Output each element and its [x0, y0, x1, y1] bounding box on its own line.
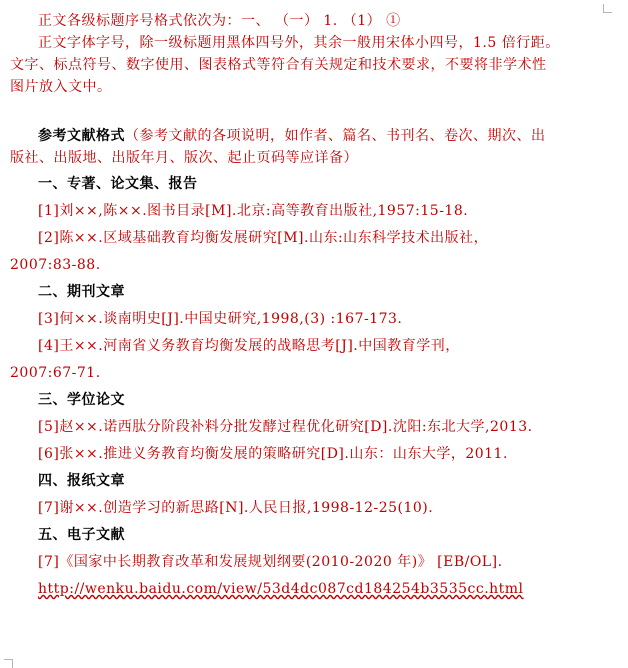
- reference-item-2: [2]陈××.区域基础教育均衡发展研究[M].山东:山东科学技术出版社，: [38, 230, 489, 246]
- references-heading-line: [10, 125, 606, 147]
- heading-format-markers: 一、 （一） 1. （1） ①: [241, 13, 401, 29]
- references-note-2: 版社、出版地、出版年月、版次、起止页码等应详备）: [10, 150, 358, 166]
- section-title-electronic: 五、电子文献: [38, 527, 125, 543]
- reference-item-3: [3]何××.谈南明史[J].中国史研究,1998,(3) :167-173.: [38, 311, 403, 327]
- reference-item-4-cont: 2007:67-71.: [10, 365, 101, 381]
- reference-item-6: [6]张××.推进义务教育均衡发展的策略研究[D].山东：山东大学，2011.: [38, 446, 508, 462]
- references-note-1: （参考文献的各项说明，如作者、篇名、书刊名、卷次、期次、出: [125, 128, 546, 144]
- reference-item-2-cont: 2007:83-88.: [10, 257, 101, 273]
- page-corner-mark-bottom-left: [4, 659, 13, 668]
- body-format-line-1: 正文字体字号，除一级标题用黑体四号外，其余一般用宋体小四号，1.5 倍行距。: [38, 35, 560, 51]
- reference-item-5: [5]赵××.诺西肽分阶段补料分批发酵过程优化研究[D].沈阳:东北大学,2013.: [38, 419, 533, 435]
- section-title-theses: 三、学位论文: [38, 392, 125, 408]
- heading-format-text: 正文各级标题序号格式依次为：: [38, 13, 241, 29]
- blank-line: [10, 98, 606, 120]
- document-body: [10, 10, 606, 600]
- section-title-monographs: 一、专著、论文集、报告: [38, 176, 198, 192]
- reference-item-7-newspaper: [7]谢××.创造学习的新思路[N].人民日报,1998-12-25(10).: [38, 500, 434, 516]
- section-title-journals: 二、期刊文章: [38, 284, 125, 300]
- reference-item-1: [1]刘××,陈××.图书目录[M].北京:高等教育出版社,1957:15-18.: [38, 203, 469, 219]
- reference-item-4: [4]王××.河南省义务教育均衡发展的战略思考[J].中国教育学刊，: [38, 338, 460, 354]
- heading-format-line: [10, 10, 606, 32]
- references-heading: 参考文献格式: [38, 128, 125, 144]
- section-title-newspapers: 四、报纸文章: [38, 473, 125, 489]
- body-format-line-2: 文字、标点符号、数字使用、图表格式等符合有关规定和技术要求，不要将非学术性: [10, 57, 547, 73]
- reference-item-7-electronic: [7]《国家中长期教育改革和发展规划纲要(2010-2020 年)》 [EB/OL].: [38, 554, 503, 570]
- body-format-line-3: 图片放入文中。: [10, 79, 112, 95]
- reference-url-link[interactable]: http://wenku.baidu.com/view/53d4dc087cd184254b3535cc.html: [38, 581, 524, 597]
